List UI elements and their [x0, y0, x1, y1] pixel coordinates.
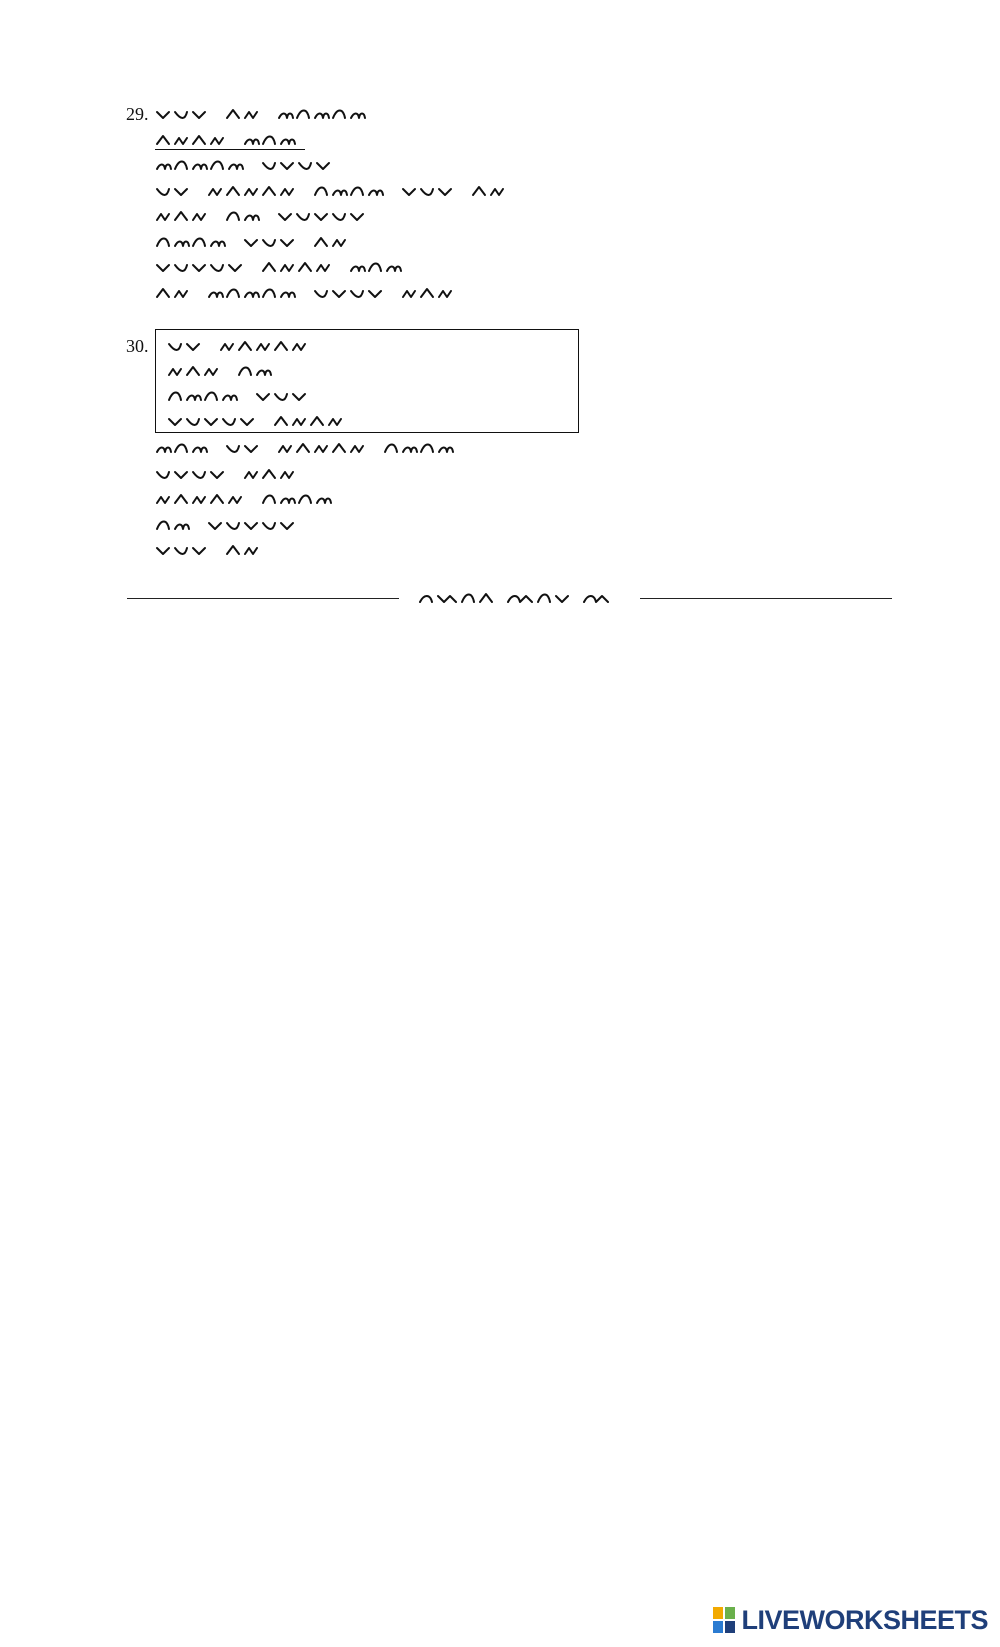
q29-line-7 — [155, 257, 409, 277]
footer-rule-left — [127, 598, 399, 599]
question-number-30: 30. — [126, 336, 149, 356]
q29-line-1 — [155, 104, 373, 124]
q29-line-4 — [155, 181, 513, 201]
q30-line-4 — [155, 515, 303, 535]
q29-line-6 — [155, 232, 355, 252]
liveworksheets-brand — [713, 1607, 988, 1633]
q30-line-2 — [155, 464, 303, 484]
q30-box-line-2 — [167, 361, 279, 381]
q29-underline-2 — [155, 149, 305, 150]
q30-line-1 — [155, 438, 461, 458]
question-number-29: 29. — [126, 104, 149, 124]
footer-script-text — [418, 588, 618, 608]
q30-line-3 — [155, 489, 339, 509]
q30-box-line-1 — [167, 336, 315, 356]
q29-line-5 — [155, 206, 373, 226]
q29-line-3 — [155, 155, 339, 175]
q30-box-line-4 — [167, 411, 351, 431]
liveworksheets-logo-icon — [713, 1607, 735, 1633]
brand-name: LIVEWORKSHEETS — [741, 1605, 988, 1635]
q29-line-8 — [155, 283, 461, 303]
footer-rule-right — [640, 598, 892, 599]
q30-line-5 — [155, 540, 267, 560]
q30-box-line-3 — [167, 386, 315, 406]
q29-line-2 — [155, 130, 303, 150]
